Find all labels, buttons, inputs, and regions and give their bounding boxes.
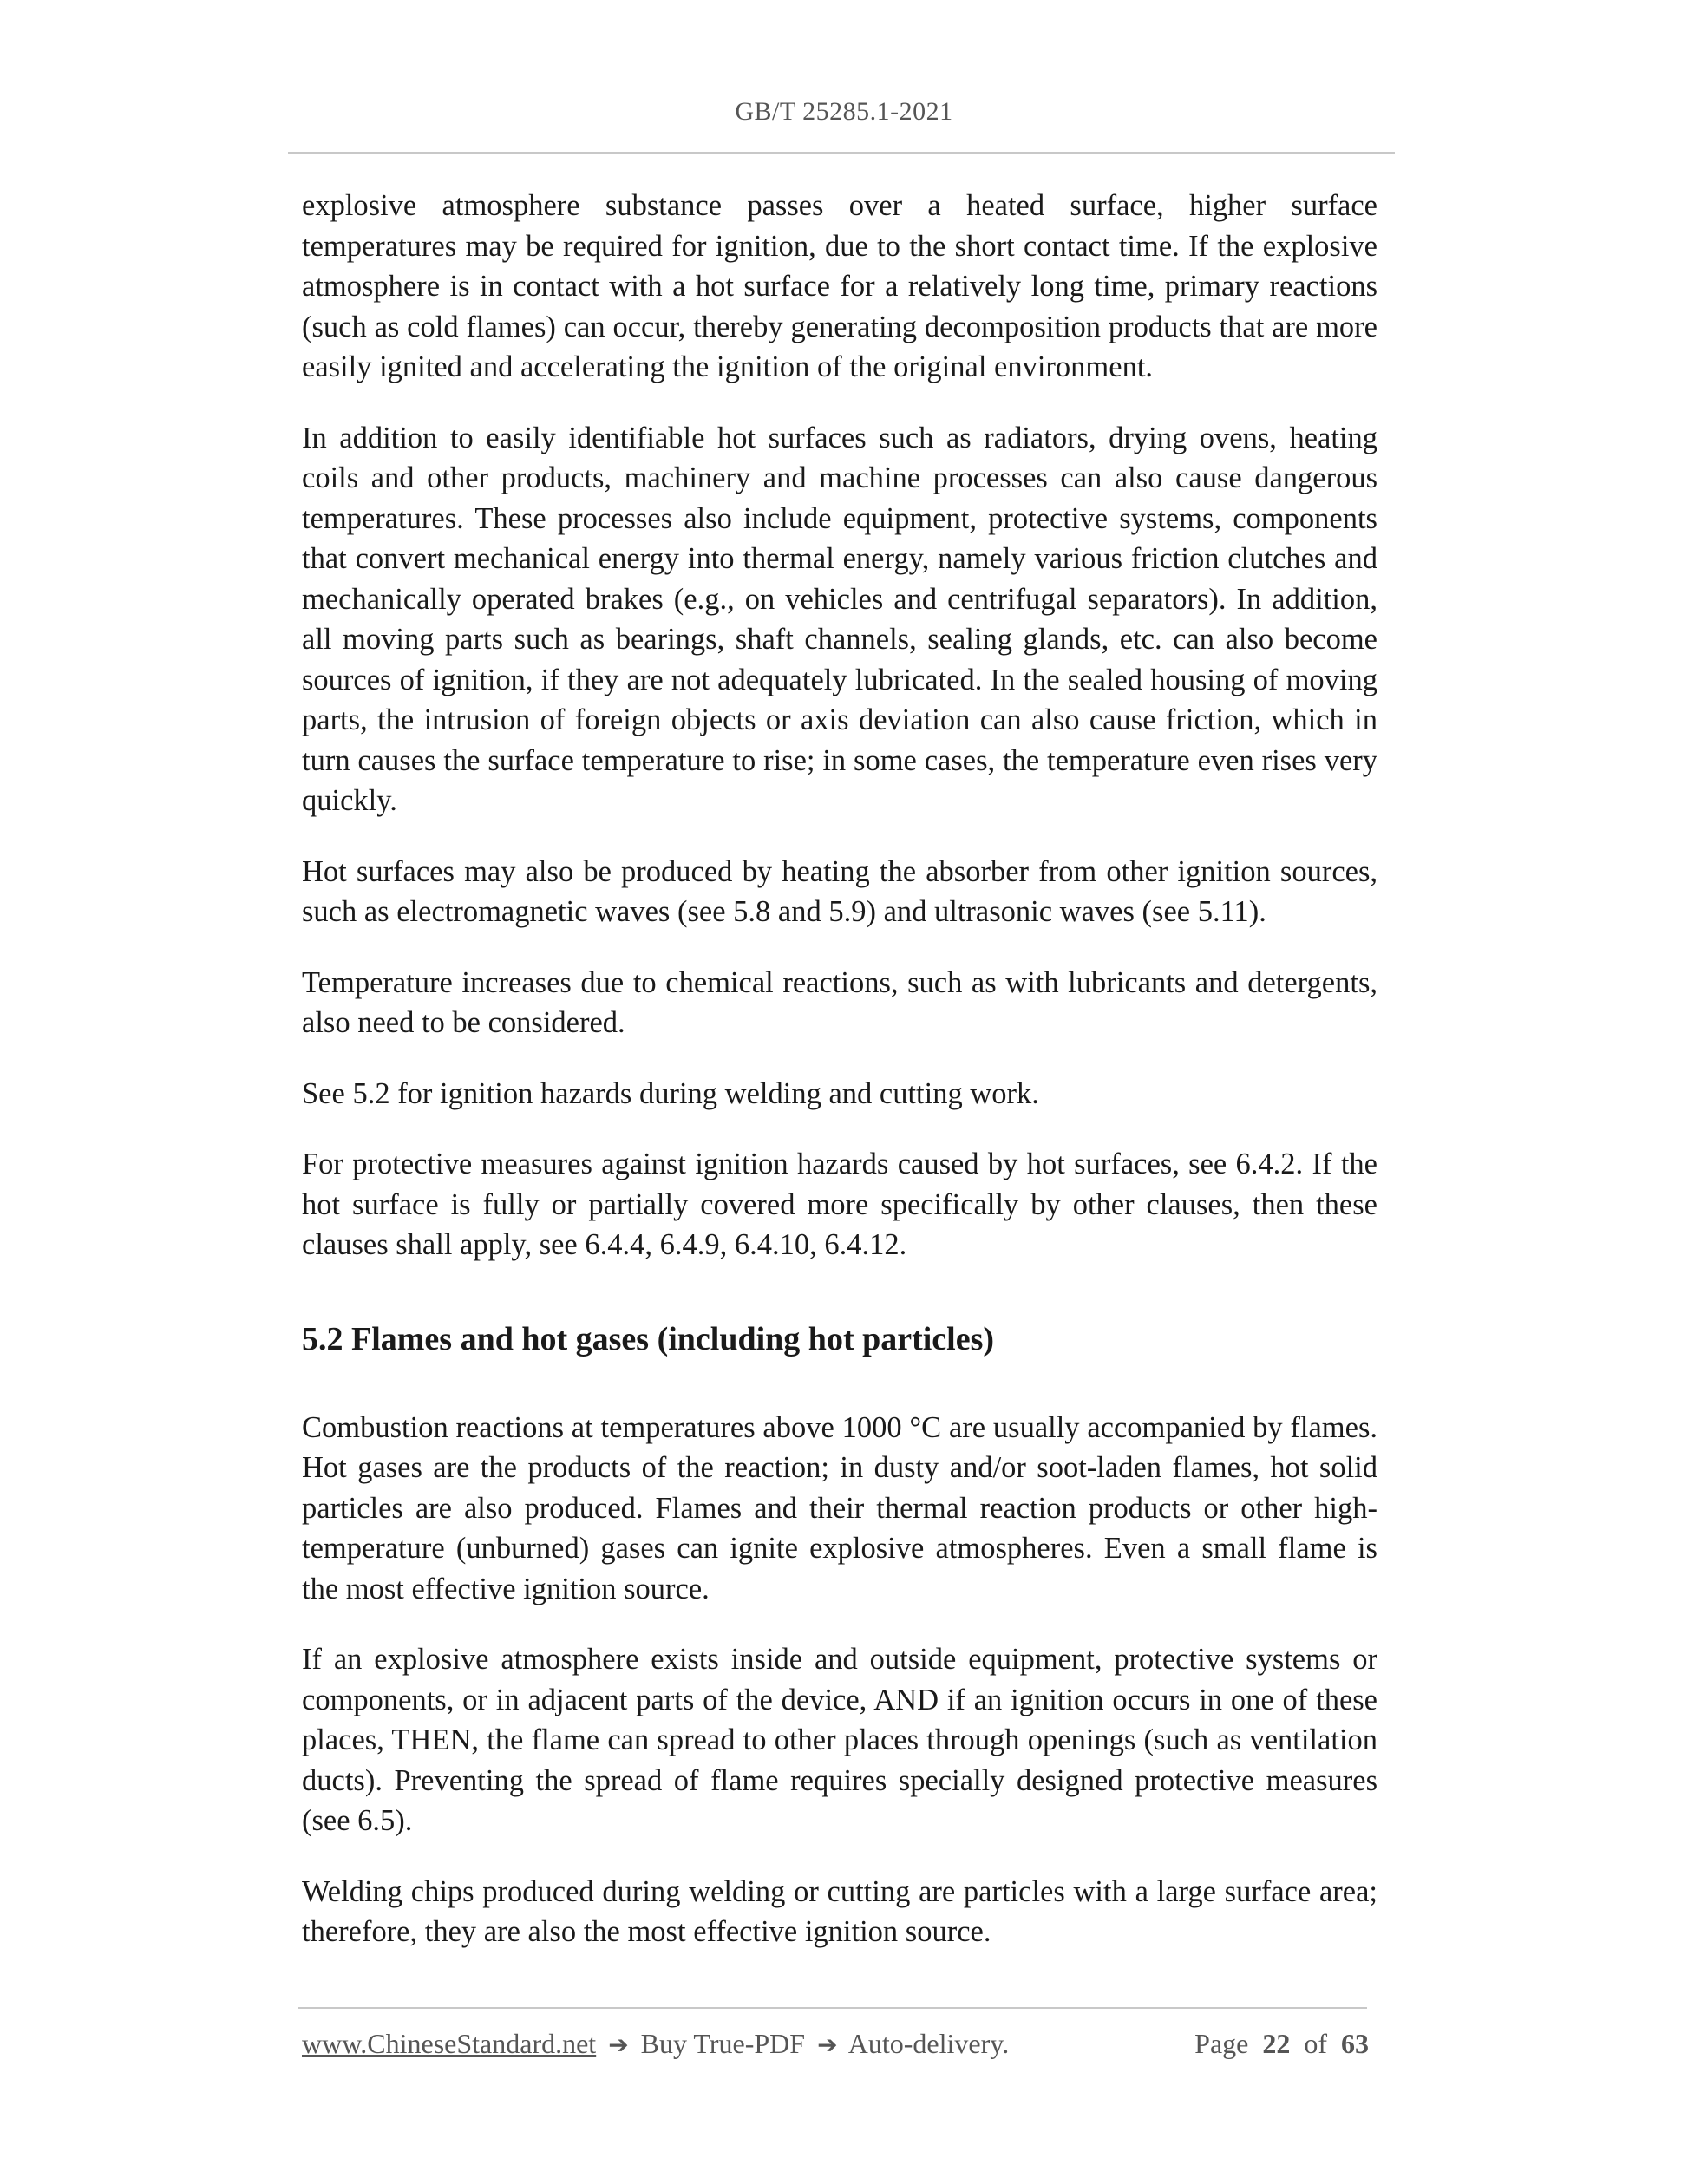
website-link[interactable]: www.ChineseStandard.net (302, 2028, 597, 2059)
total-page-count: 63 (1341, 2028, 1369, 2059)
body-paragraph-1: explosive atmosphere substance passes over a heated surface, higher surface temperatures may be required for ignition, due to the short contact time. If the explosive atmosphere is in contact with a hot surface for a relatively long time, primary reactions (such as cold flames) can occur, thereby generating decomposition products that are more easily ignited and accelerating the ignition of the original environment. (302, 189, 1377, 383)
buy-pdf-text: Buy True-PDF (640, 2028, 806, 2059)
right-arrow-icon: ➔ (608, 2030, 629, 2059)
document-header: GB/T 25285.1-2021 (735, 97, 953, 126)
body-paragraph-3: Hot surfaces may also be produced by heating the absorber from other ignition sources, such as electromagnetic waves (see 5.8 and 5.9) and ultrasonic waves (see 5.11). (302, 854, 1377, 928)
section-heading-5-2: 5.2 Flames and hot gases (including hot particles) (302, 1320, 995, 1357)
auto-delivery-text: Auto-delivery. (847, 2028, 1010, 2059)
body-paragraph-9: Welding chips produced during welding or cutting are particles with a large surface area; therefore, they are also the most effective ignition source. (302, 1874, 1377, 1948)
body-paragraph-5: See 5.2 for ignition hazards during welding and cutting work. (302, 1076, 1039, 1110)
footer-divider (298, 2007, 1367, 2009)
body-paragraph-8: If an explosive atmosphere exists inside and outside equipment, protective systems or components, or in adjacent parts of the device, AND if an ignition occurs in one of these places, THEN, the flame can spread to other places through openings (such as ventilation ducts). Preventing the spread of flame requires specially designed protective measures (see 6.5). (302, 1643, 1377, 1837)
right-arrow-icon: ➔ (817, 2030, 838, 2059)
header-divider (288, 152, 1395, 154)
footer-promo (302, 2028, 1009, 2060)
page-label: Page (1194, 2028, 1249, 2059)
body-paragraph-7: Combustion reactions at temperatures above 1000 °C are usually accompanied by flames. Hot gases are the products of the reaction; in dusty and/or soot-laden flames, hot solid particles are also produced. Flames and their thermal reaction products or other high-temperature (unburned) gases can ignite explosive atmospheres. Even a small flame is the most effective ignition source. (302, 1410, 1377, 1605)
body-paragraph-2: In addition to easily identifiable hot surfaces such as radiators, drying ovens, heating coils and other products, machinery and machine processes can also cause dangerous temperatures. These processes also include equipment, protective systems, components that convert mechanical energy into thermal energy, namely various friction clutches and mechanically operated brakes (e.g., on vehicles and centrifugal separators). In addition, all moving parts such as bearings, shaft channels, sealing glands, etc. can also become sources of ignition, if they are not adequately lubricated. In the sealed housing of moving parts, the intrusion of foreign objects or axis deviation can also cause friction, which in turn causes the surface temperature to rise; in some cases, the temperature even rises very quickly. (302, 421, 1377, 817)
of-label: of (1304, 2028, 1327, 2059)
body-paragraph-6: For protective measures against ignition hazards caused by hot surfaces, see 6.4.2. If the hot surface is fully or partially covered more specifically by other clauses, then these clauses shall apply, see 6.4.4, 6.4.9, 6.4.10, 6.4.12. (302, 1148, 1377, 1261)
page-indicator (1194, 2028, 1369, 2060)
document-body (302, 182, 1377, 1983)
body-paragraph-4: Temperature increases due to chemical reactions, such as with lubricants and detergents, also need to be considered. (302, 965, 1377, 1039)
document-footer (302, 2028, 1369, 2068)
current-page-number: 22 (1262, 2028, 1291, 2059)
